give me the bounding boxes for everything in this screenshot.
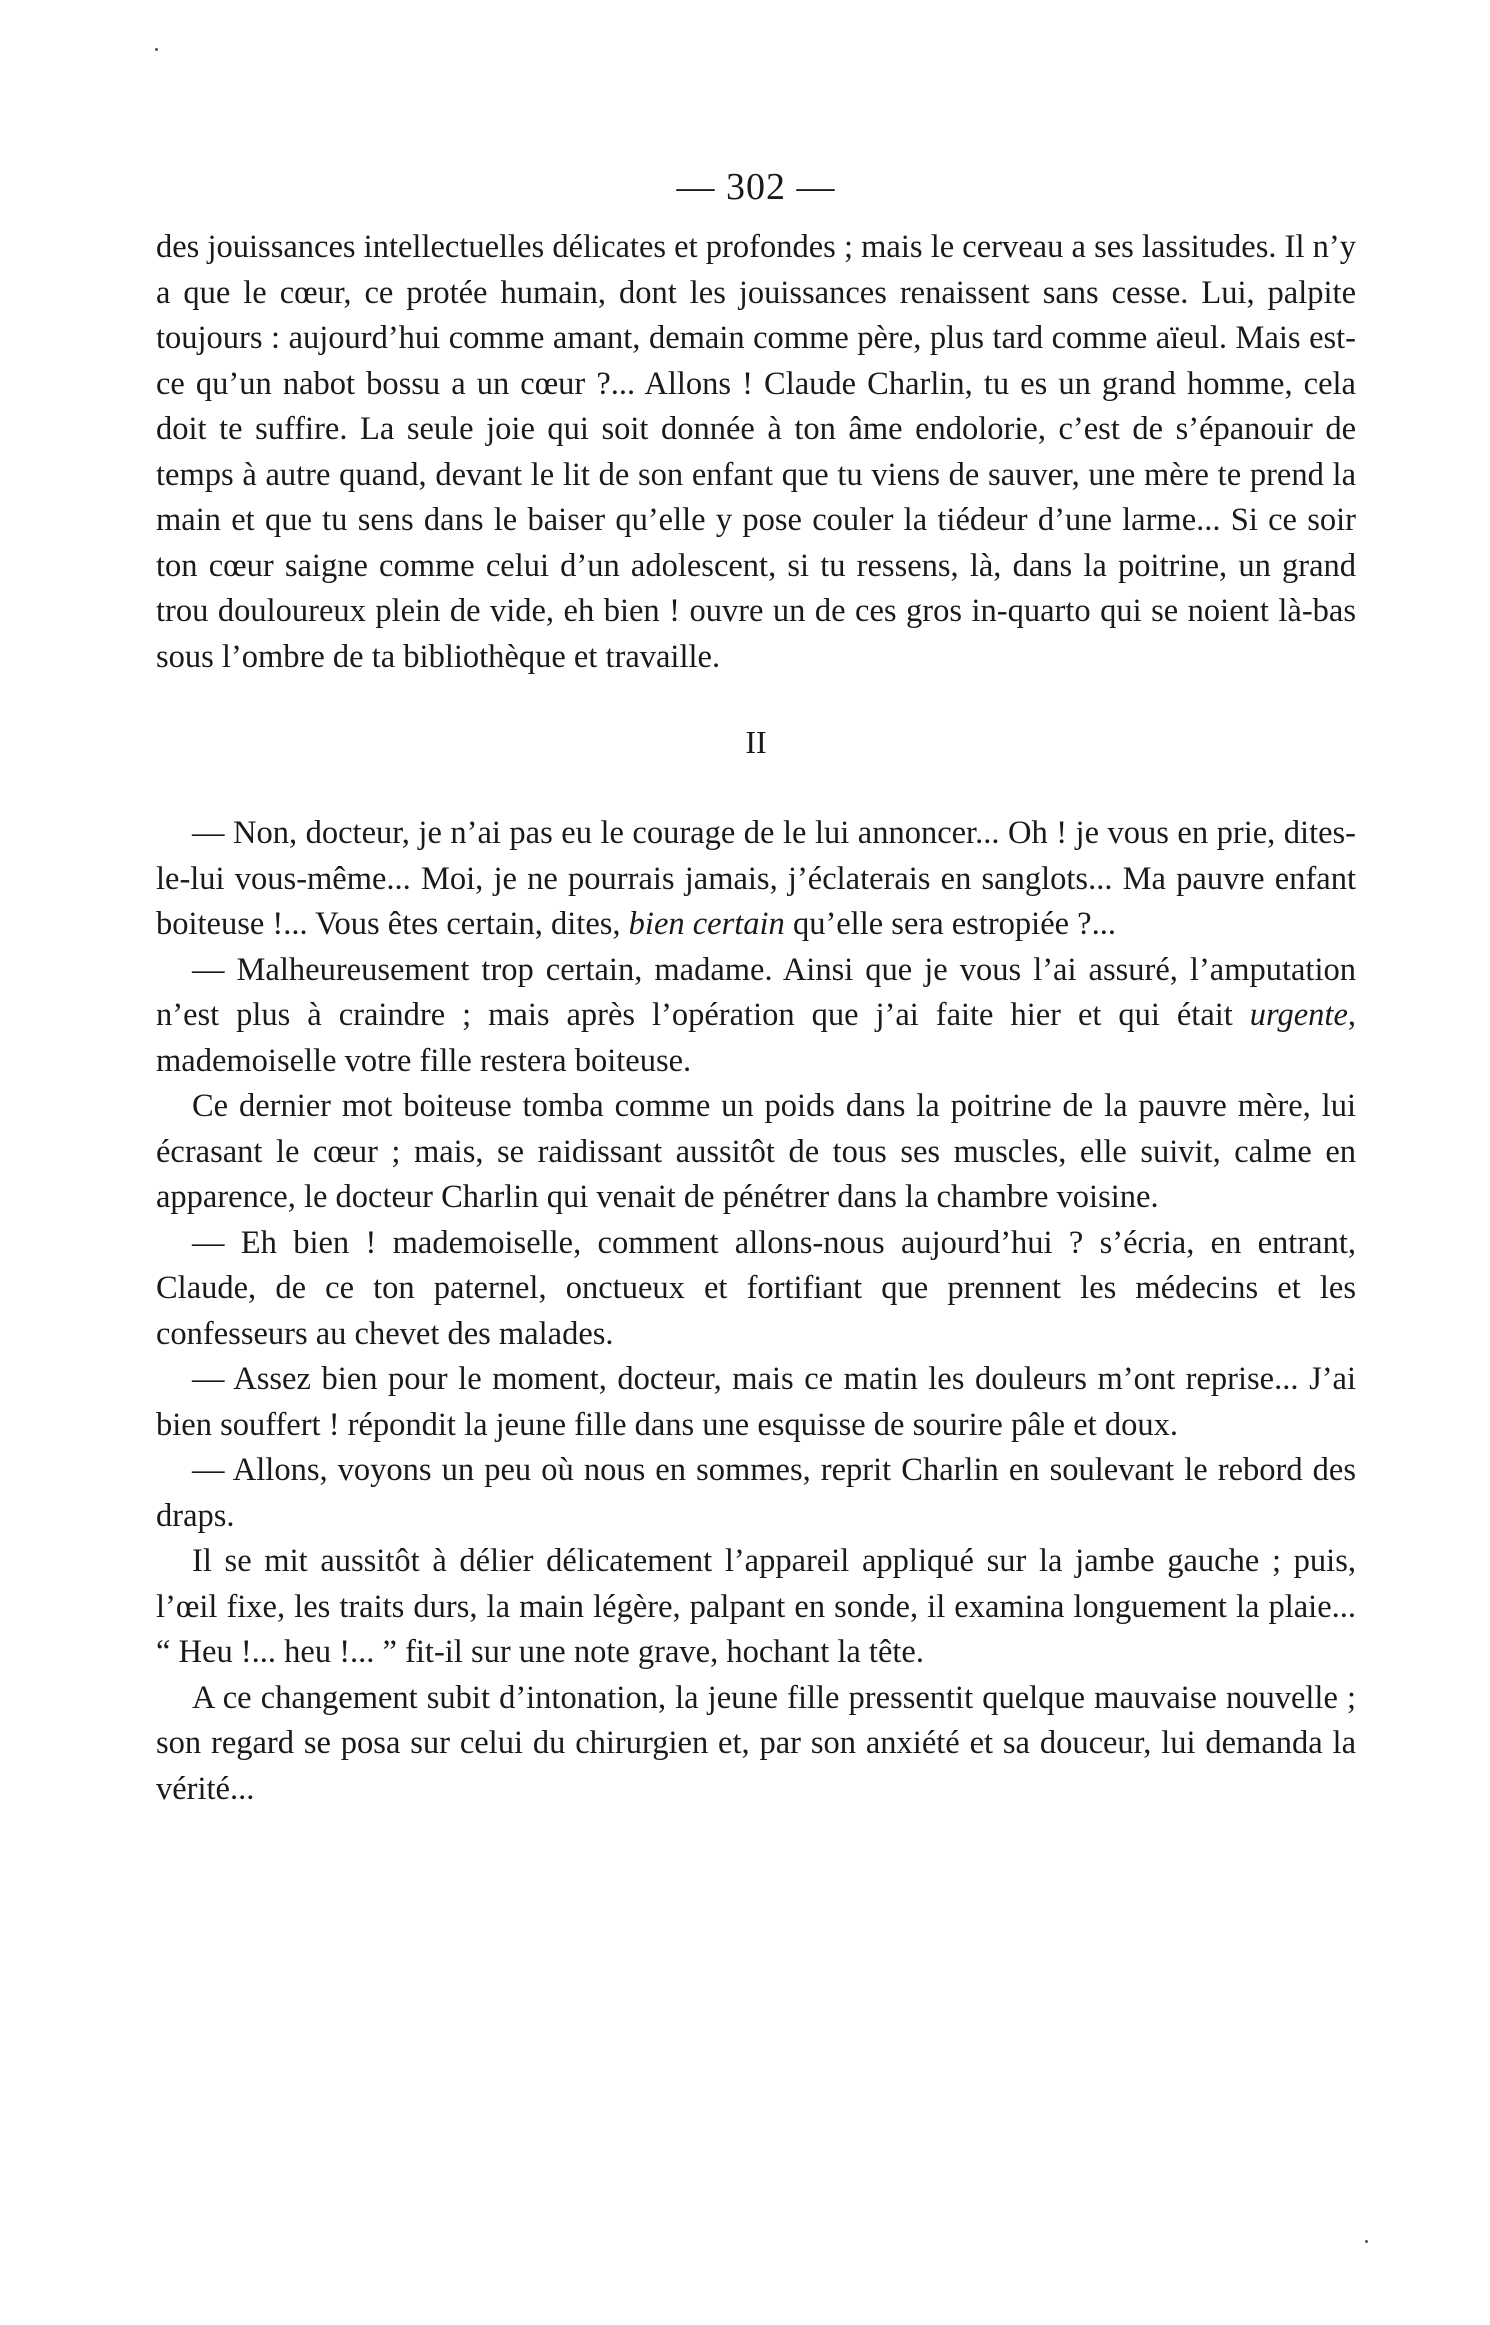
emphasis-text: bien certain (628, 906, 785, 942)
paragraph-text: qu’elle sera estropiée ?... (784, 906, 1116, 942)
page-body-section (156, 811, 1356, 1812)
paragraph-text: , mademoiselle votre fille restera boiteuse. (156, 997, 1356, 1079)
paper-speck (1365, 2240, 1368, 2243)
paragraph (156, 1084, 1356, 1221)
page-body-top (156, 225, 1356, 680)
book-page (156, 165, 1356, 1812)
paragraph-text: — Non, docteur, je n’ai pas eu le courage de le lui annoncer... Oh ! je vous en prie, dites-le-lui vous-même... Moi, je ne pourrais jamais, j’éclaterais en sanglots... Ma pauvre enfant boiteuse !... Vous êtes certain, dites, (156, 815, 1356, 942)
paragraph-text: des jouissances intellectuelles délicates et profondes ; mais le cerveau a ses lassitudes. Il n’y a que le cœur, ce protée humain, dont les jouissances renaissent sans cesse. Lui, palpite toujours : aujourd’hui comme amant, demain comme père, plus tard comme aïeul. Mais est-ce qu’un nabot bossu a un cœur ?... Allons ! Claude Charlin, tu es un grand homme, cela doit te suffire. La seule joie qui soit donnée à ton âme endolorie, c’est de s’épanouir de temps à autre quand, devant le lit de son enfant que tu viens de sauver, une mère te prend la main et que tu sens dans le baiser qu’elle y pose couler la tiédeur d’une larme... Si ce soir ton cœur saigne comme celui d’un adolescent, si tu ressens, là, dans la poitrine, un grand trou douloureux plein de vide, eh bien ! ouvre un de ces gros in-quarto qui se noient là-bas sous l’ombre de ta bibliothèque et travaille. (156, 229, 1356, 675)
paragraph-text: Il se mit aussitôt à délier délicatement l’appareil appliqué sur la jambe gauche ; puis, l’œil fixe, les traits durs, la main légère, palpant en sonde, il examina longuement la plaie... “ Heu !... heu !... ” fit-il sur une note grave, hochant la tête. (156, 1543, 1356, 1670)
paragraph (156, 1676, 1356, 1813)
paragraph (156, 948, 1356, 1085)
paragraph (156, 225, 1356, 680)
paragraph-text: Ce dernier mot boiteuse tomba comme un poids dans la poitrine de la pauvre mère, lui écrasant le cœur ; mais, se raidissant aussitôt de tous ses muscles, elle suivit, calme en apparence, le docteur Charlin qui venait de pénétrer dans la chambre voisine. (156, 1088, 1356, 1215)
paper-speck (155, 48, 158, 51)
paragraph-text: A ce changement subit d’intonation, la jeune fille pressentit quelque mauvaise nouvelle ; son regard se posa sur celui du chirurgien et, par son anxiété et sa douceur, lui demanda la vérité... (156, 1679, 1356, 1807)
paragraph (156, 1357, 1356, 1448)
paragraph-text: — Allons, voyons un peu où nous en sommes, reprit Charlin en soulevant le rebord des draps. (156, 1452, 1356, 1534)
paragraph (156, 1221, 1356, 1358)
paragraph (156, 1539, 1356, 1676)
emphasis-text: urgente (1249, 997, 1348, 1033)
paragraph-text: — Eh bien ! mademoiselle, comment allons-nous aujourd’hui ? s’écria, en entrant, Claude, de ce ton paternel, onctueux et fortifiant que prennent les médecins et les confesseurs au chevet des malades. (156, 1224, 1356, 1352)
paragraph (156, 811, 1356, 948)
paragraph-text: — Malheureusement trop certain, madame. Ainsi que je vous l’ai assuré, l’amputation n’est plus à craindre ; mais après l’opération que j’ai faite hier et qui était (156, 951, 1356, 1033)
paragraph-text: — Assez bien pour le moment, docteur, mais ce matin les douleurs m’ont reprise... J’ai bien souffert ! répondit la jeune fille dans une esquisse de sourire pâle et doux. (156, 1361, 1356, 1443)
page-number: — 302 — (676, 166, 836, 208)
section-number: II (745, 724, 767, 760)
paragraph (156, 1448, 1356, 1539)
